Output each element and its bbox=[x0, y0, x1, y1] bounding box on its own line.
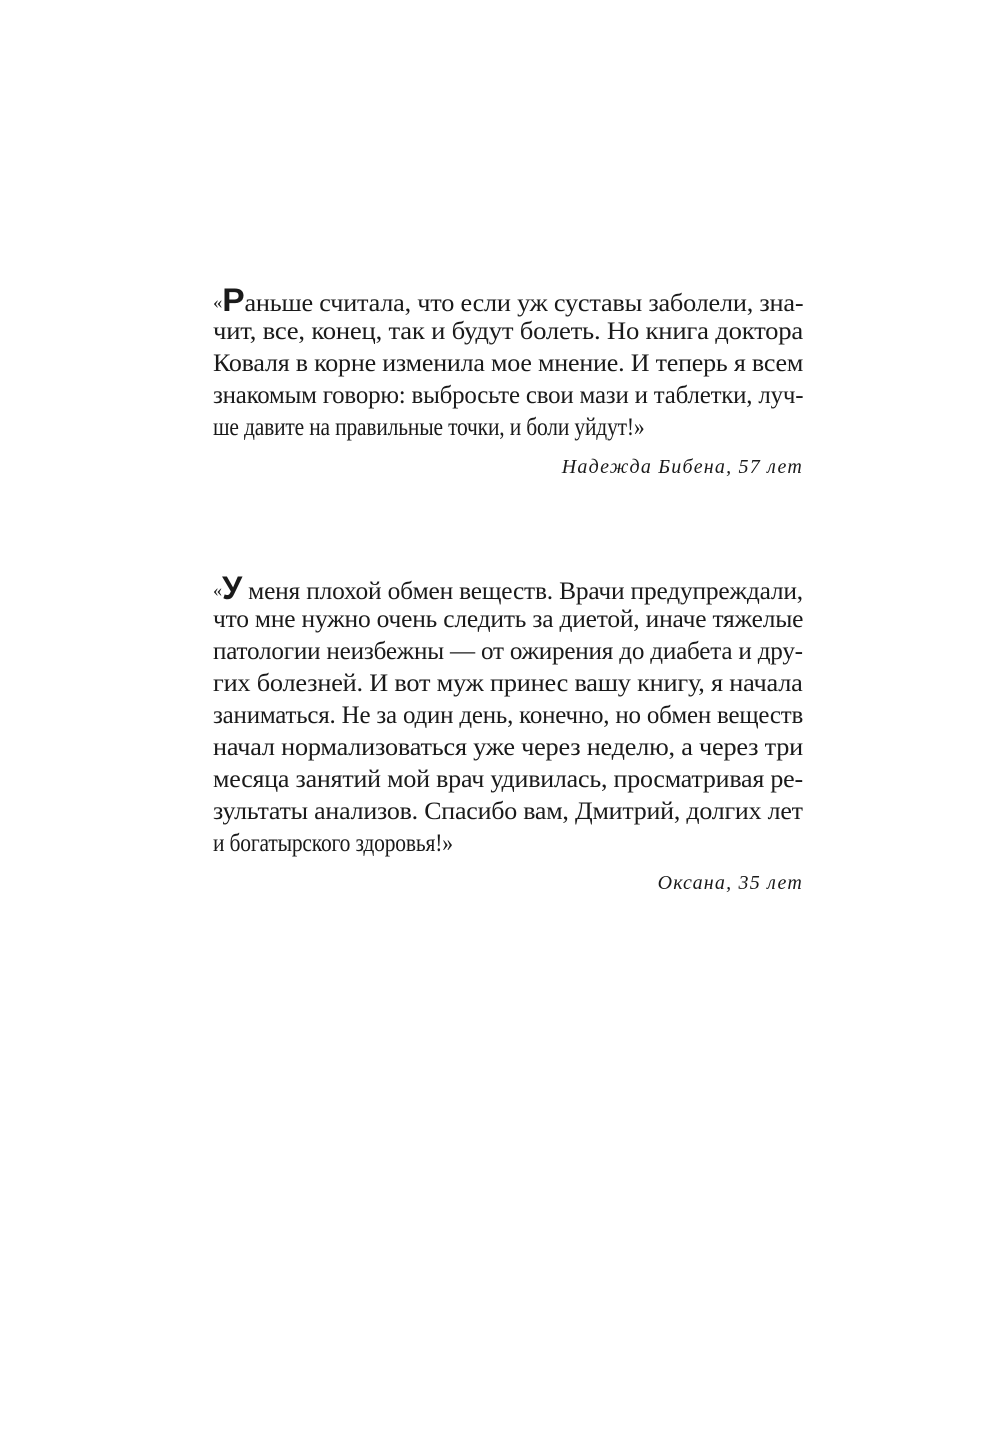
open-quote: « bbox=[213, 292, 223, 312]
line-text: меня плохой обмен веществ. Врачи предупреждали, bbox=[242, 578, 803, 605]
testimonial-line: месяца занятий мой врач удивилась, просматривая ре- bbox=[213, 766, 803, 793]
drop-initial: У bbox=[221, 570, 243, 606]
testimonial-line: и богатырского здоровья!» bbox=[213, 830, 453, 857]
testimonial-line: гих болезней. И вот муж принес вашу книгу, я начала bbox=[213, 670, 803, 697]
testimonial-line: что мне нужно очень следить за диетой, иначе тяжелые bbox=[213, 606, 804, 633]
testimonial-line: Коваля в корне изменила мое мнение. И теперь я всем bbox=[213, 350, 804, 377]
testimonial-line: знакомым говорю: выбросьте свои мази и таблетки, луч- bbox=[213, 382, 804, 409]
testimonial-author: Оксана, 35 лет bbox=[657, 872, 803, 894]
testimonial-line bbox=[213, 572, 803, 604]
line-text: аньше считала, что если уж суставы заболели, зна- bbox=[244, 290, 804, 317]
testimonial-line: начал нормализоваться уже через неделю, а через три bbox=[213, 734, 803, 761]
testimonial-line: зультаты анализов. Спасибо вам, Дмитрий, долгих лет bbox=[213, 798, 803, 825]
testimonial-line bbox=[213, 284, 803, 316]
drop-initial: Р bbox=[222, 282, 245, 318]
testimonial-line: чит, все, конец, так и будут болеть. Но книга доктора bbox=[213, 318, 804, 345]
testimonial-line: заниматься. Не за один день, конечно, но обмен веществ bbox=[213, 702, 804, 729]
testimonial-line: патологии неизбежны — от ожирения до диабета и дру- bbox=[213, 638, 803, 665]
open-quote: « bbox=[213, 580, 222, 600]
testimonial-line: ше давите на правильные точки, и боли уйдут!» bbox=[213, 414, 645, 441]
testimonial-author: Надежда Бибена, 57 лет bbox=[561, 456, 803, 478]
testimonial-2 bbox=[213, 572, 803, 896]
testimonial-1 bbox=[213, 284, 803, 480]
